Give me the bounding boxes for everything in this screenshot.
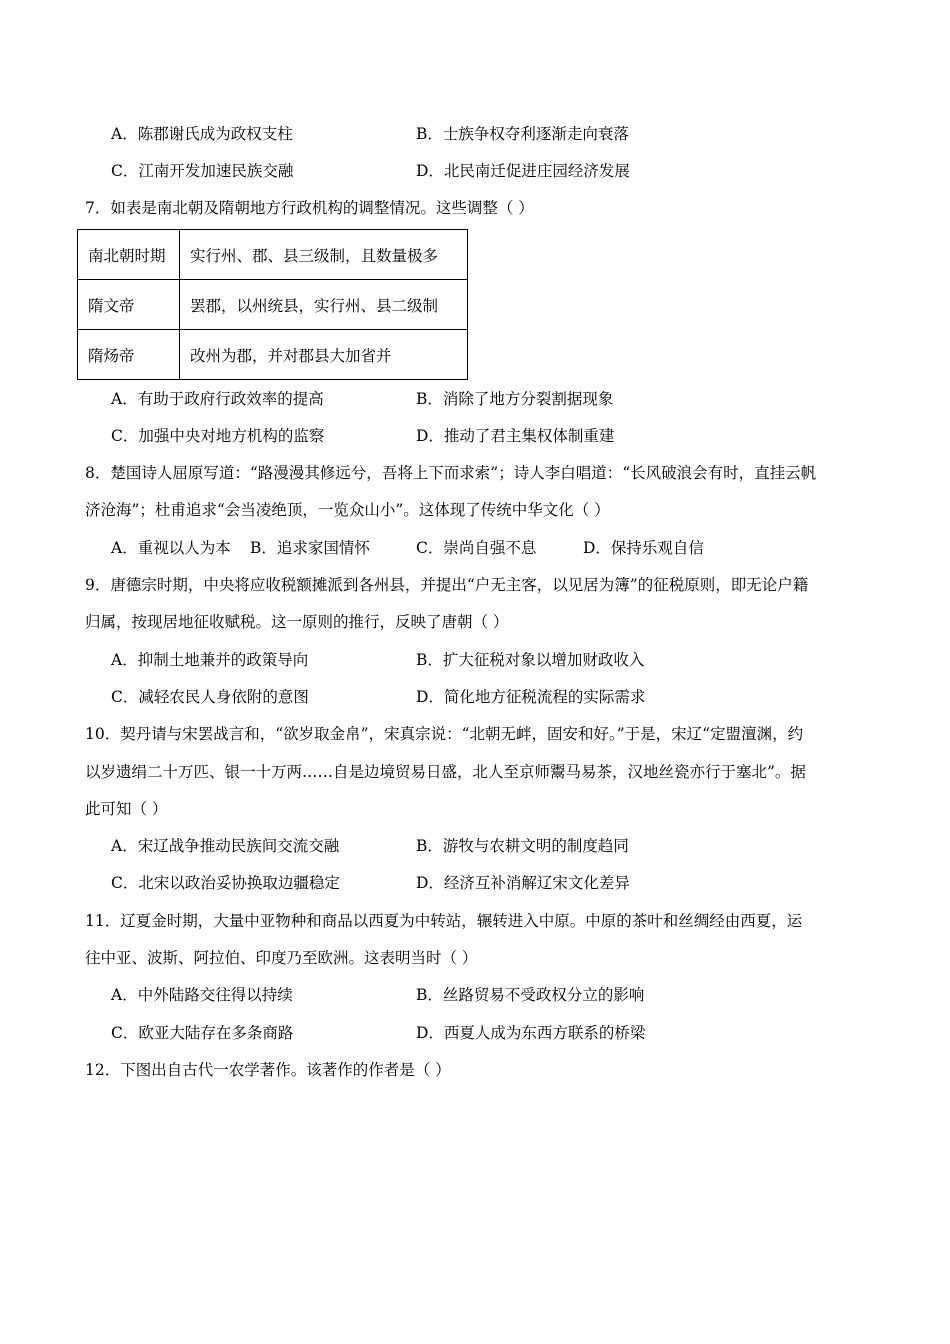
table-row — [78, 230, 468, 280]
q11-stem-line1: 11．辽夏金时期，大量中亚物种和商品以西夏为中转站，辗转进入中原。中原的茶叶和丝绸经由西夏，运 — [85, 912, 803, 930]
q10-stem-line2: 以岁遗绢二十万匹、银一十万两……自是边境贸易日盛，北人至京师鬻马易茶，汉地丝瓷亦行于塞北”。据 — [85, 763, 806, 781]
q8-option-b: B．追求家国情怀 — [250, 539, 370, 557]
q8-stem-line2: 济沧海”；杜甫追求“会当凌绝顶，一览众山小”。这体现了传统中华文化（ ） — [85, 501, 610, 519]
table-row — [78, 330, 468, 380]
q9-option-b: B．扩大征税对象以增加财政收入 — [416, 651, 645, 669]
q9-option-c: C．减轻农民人身依附的意图 — [111, 688, 309, 706]
q10-option-c: C．北宋以政治妥协换取边疆稳定 — [111, 874, 340, 892]
table-cell-period: 隋文帝 — [78, 280, 180, 330]
q10-option-b: B．游牧与农耕文明的制度趋同 — [416, 837, 629, 855]
q9-option-a: A．抑制土地兼并的政策导向 — [111, 651, 309, 669]
q10-option-d: D．经济互补消解辽宋文化差异 — [416, 874, 630, 892]
q11-stem-line2: 往中亚、波斯、阿拉伯、印度乃至欧洲。这表明当时（ ） — [85, 949, 478, 967]
q6-option-d: D．北民南迁促进庄园经济发展 — [416, 162, 630, 180]
q7-table — [77, 229, 468, 380]
table-cell-period: 隋炀帝 — [78, 330, 180, 380]
q9-stem-line1: 9．唐德宗时期，中央将应收税额摊派到各州县，并提出“户无主客，以见居为簿”的征税原则，即无论户籍 — [85, 576, 809, 594]
q11-option-a: A．中外陆路交往得以持续 — [111, 986, 293, 1004]
table-cell-period: 南北朝时期 — [78, 230, 180, 280]
q8-stem-line1: 8．楚国诗人屈原写道：“路漫漫其修远兮，吾将上下而求索”；诗人李白唱道：“长风破浪会有时，直挂云帆 — [85, 464, 817, 482]
table-cell-desc: 实行州、郡、县三级制，且数量极多 — [180, 230, 468, 280]
q10-stem-line3: 此可知（ ） — [85, 800, 168, 818]
table-row — [78, 280, 468, 330]
q8-option-c: C．崇尚自强不息 — [416, 539, 537, 557]
table-cell-desc: 罢郡，以州统县，实行州、县二级制 — [180, 280, 468, 330]
q12-stem: 12．下图出自古代一农学著作。该著作的作者是（ ） — [85, 1061, 451, 1079]
q6-option-b: B．士族争权夺利逐渐走向衰落 — [416, 125, 629, 143]
q7-option-a: A．有助于政府行政效率的提高 — [111, 390, 324, 408]
q7-stem: 7．如表是南北朝及隋朝地方行政机构的调整情况。这些调整（ ） — [85, 199, 534, 217]
q6-option-a: A．陈郡谢氏成为政权支柱 — [111, 125, 293, 143]
q7-option-d: D．推动了君主集权体制重建 — [416, 427, 615, 445]
q9-option-d: D．简化地方征税流程的实际需求 — [416, 688, 646, 706]
q8-option-a: A．重视以人为本 — [111, 539, 231, 557]
q9-stem-line2: 归属，按现居地征收赋税。这一原则的推行，反映了唐朝（ ） — [85, 613, 509, 631]
q10-stem-line1: 10．契丹请与宋罢战言和，“欲岁取金帛”，宋真宗说：“北朝无衅，固安和好。”于是，宋辽“定盟澶渊，约 — [85, 725, 804, 743]
q10-option-a: A．宋辽战争推动民族间交流交融 — [111, 837, 340, 855]
q11-option-b: B．丝路贸易不受政权分立的影响 — [416, 986, 645, 1004]
q7-option-b: B．消除了地方分裂割据现象 — [416, 390, 614, 408]
table-cell-desc: 改州为郡，并对郡县大加省并 — [180, 330, 468, 380]
q8-option-d: D．保持乐观自信 — [583, 539, 704, 557]
q6-option-c: C．江南开发加速民族交融 — [111, 162, 294, 180]
q7-option-c: C．加强中央对地方机构的监察 — [111, 427, 325, 445]
q11-option-d: D．西夏人成为东西方联系的桥梁 — [416, 1024, 646, 1042]
q11-option-c: C．欧亚大陆存在多条商路 — [111, 1024, 294, 1042]
